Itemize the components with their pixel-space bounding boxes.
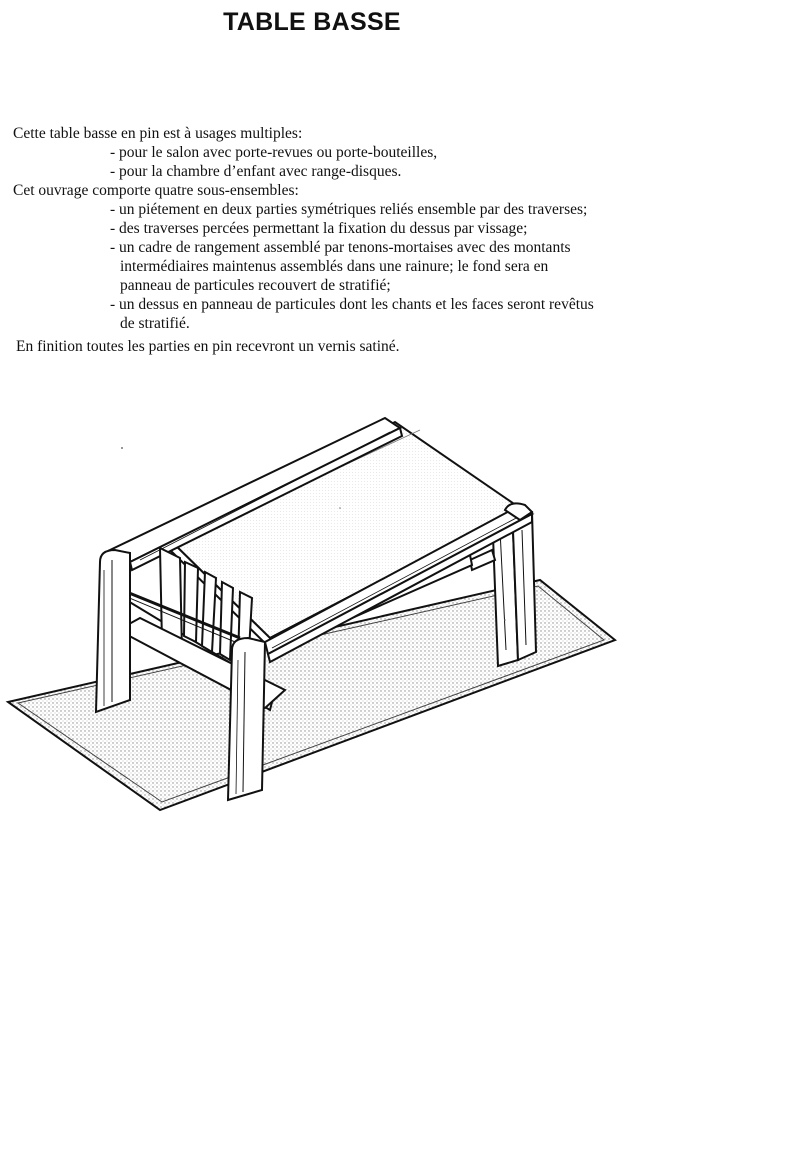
composition-line: Cet ouvrage comporte quatre sous-ensembles: — [13, 182, 299, 199]
subassembly-item-dessus-cont: de stratifié. — [120, 315, 190, 332]
finish-line: En finition toutes les parties en pin recevront un vernis satiné. — [16, 338, 400, 355]
subassembly-item-dessus: - un dessus en panneau de particules dont les chants et les faces seront revêtus — [110, 296, 594, 313]
subassembly-item-traverses: - des traverses percées permettant la fixation du dessus par vissage; — [110, 220, 528, 237]
front-left-leg — [96, 550, 130, 712]
intro-line: Cette table basse en pin est à usages multiples: — [13, 125, 303, 142]
coffee-table-illustration — [0, 390, 640, 830]
subassembly-item-pietement: - un piétement en deux parties symétriques reliés ensemble par des traverses; — [110, 201, 588, 218]
page-title: TABLE BASSE — [223, 8, 401, 36]
subassembly-item-cadre-cont2: panneau de particules recouvert de stratifié; — [120, 277, 391, 294]
usage-item-chambre: - pour la chambre d’enfant avec range-disques. — [110, 163, 402, 180]
subassembly-item-cadre-cont: intermédiaires maintenus assemblés dans une rainure; le fond sera en — [120, 258, 549, 275]
subassembly-item-cadre: - un cadre de rangement assemblé par tenons-mortaises avec des montants — [110, 239, 571, 256]
usage-item-salon: - pour le salon avec porte-revues ou porte-bouteilles, — [110, 144, 438, 161]
front-right-leg — [228, 638, 265, 800]
